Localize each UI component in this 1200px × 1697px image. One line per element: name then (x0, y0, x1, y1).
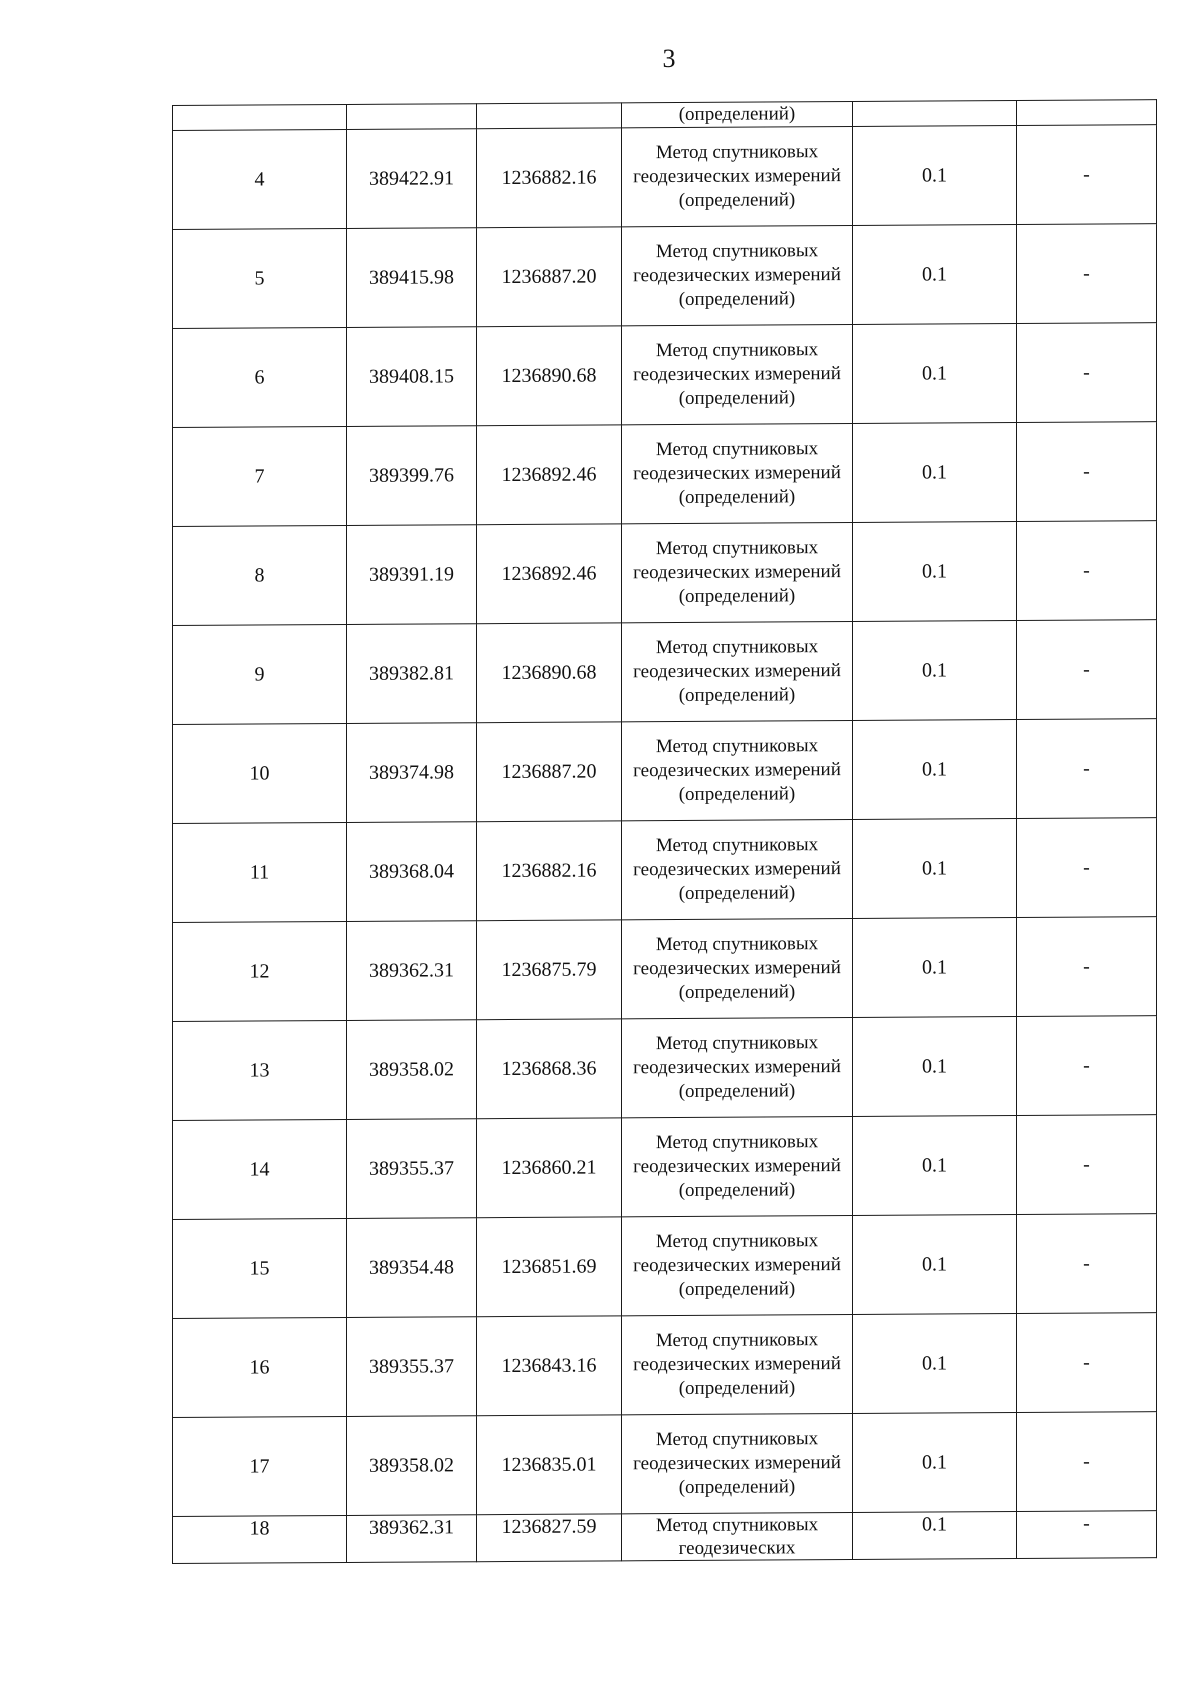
method-cell: Метод спутниковых геодезических измерений (определений) (622, 1413, 853, 1513)
method-cell: Метод спутниковых геодезических измерений (определений) (622, 1017, 853, 1117)
accuracy-cell: 0.1 (853, 620, 1017, 720)
y-coordinate-cell: 1236887.20 (477, 722, 622, 822)
accuracy-cell: 0.1 (853, 818, 1017, 918)
accuracy-cell: 0.1 (853, 1115, 1017, 1215)
y-coordinate-cell: 1236890.68 (477, 326, 622, 426)
note-cell: - (1017, 719, 1157, 819)
table-row (173, 1016, 1157, 1121)
note-cell: - (1017, 1313, 1157, 1413)
y-coordinate-cell: 1236868.36 (477, 1019, 622, 1119)
coordinates-table-wrapper (172, 99, 1156, 1564)
table-row (173, 1412, 1157, 1517)
accuracy-cell: 0.1 (853, 1412, 1017, 1512)
accuracy-cell: 0.1 (853, 521, 1017, 621)
note-cell: - (1017, 1115, 1157, 1215)
note-cell: - (1017, 521, 1157, 621)
table-row (173, 224, 1157, 329)
point-number-cell: 7 (173, 426, 347, 526)
accuracy-cell: 0.1 (853, 323, 1017, 423)
y-coordinate-cell: 1236835.01 (477, 1415, 622, 1515)
accuracy-cell: 0.1 (853, 224, 1017, 324)
point-number-cell (173, 104, 347, 130)
x-coordinate-cell (347, 104, 477, 130)
note-cell: - (1017, 818, 1157, 918)
note-cell: - (1017, 422, 1157, 522)
method-cell: Метод спутниковых геодезических измерений (определений) (622, 621, 853, 721)
table-row (173, 1214, 1157, 1319)
x-coordinate-cell: 389374.98 (347, 723, 477, 823)
accuracy-cell: 0.1 (853, 1214, 1017, 1314)
method-cell: Метод спутниковых геодезических измерений (определений) (622, 1314, 853, 1414)
y-coordinate-cell: 1236843.16 (477, 1316, 622, 1416)
note-cell: - (1017, 1214, 1157, 1314)
method-cell: Метод спутниковых геодезических измерений (определений) (622, 324, 853, 424)
table-row-last (173, 1511, 1157, 1564)
page-number: 3 (662, 44, 676, 73)
accuracy-cell: 0.1 (853, 1511, 1017, 1559)
x-coordinate-cell: 389355.37 (347, 1119, 477, 1219)
table-row (173, 818, 1157, 923)
note-cell: - (1017, 620, 1157, 720)
accuracy-cell: 0.1 (853, 125, 1017, 225)
note-cell: - (1017, 1511, 1157, 1559)
note-cell (1017, 100, 1157, 126)
x-coordinate-cell: 389382.81 (347, 624, 477, 724)
y-coordinate-cell: 1236892.46 (477, 425, 622, 525)
accuracy-cell: 0.1 (853, 917, 1017, 1017)
y-coordinate-cell: 1236882.16 (477, 128, 622, 228)
point-number-cell: 10 (173, 723, 347, 823)
x-coordinate-cell: 389415.98 (347, 228, 477, 328)
note-cell: - (1017, 1412, 1157, 1512)
x-coordinate-cell: 389368.04 (347, 822, 477, 922)
y-coordinate-cell: 1236890.68 (477, 623, 622, 723)
method-cell: Метод спутниковых геодезических измерений (определений) (622, 225, 853, 325)
table-row (173, 323, 1157, 428)
x-coordinate-cell: 389358.02 (347, 1020, 477, 1120)
method-cell: Метод спутниковых геодезических измерений (определений) (622, 423, 853, 523)
method-cell: Метод спутниковых геодезических измерений (определений) (622, 522, 853, 622)
table-row (173, 125, 1157, 230)
y-coordinate-cell: 1236892.46 (477, 524, 622, 624)
note-cell: - (1017, 323, 1157, 423)
x-coordinate-cell: 389355.37 (347, 1317, 477, 1417)
point-number-cell: 13 (173, 1020, 347, 1120)
method-cell: (определений) (622, 101, 853, 127)
point-number-cell: 16 (173, 1317, 347, 1417)
note-cell: - (1017, 224, 1157, 324)
table-row (173, 719, 1157, 824)
y-coordinate-cell: 1236851.69 (477, 1217, 622, 1317)
table-row (173, 422, 1157, 527)
point-number-cell: 9 (173, 624, 347, 724)
table-row (173, 1115, 1157, 1220)
y-coordinate-cell (477, 103, 622, 129)
y-coordinate-cell: 1236827.59 (477, 1514, 622, 1562)
table-row (173, 917, 1157, 1022)
method-cell: Метод спутниковых геодезических измерений (определений) (622, 1116, 853, 1216)
accuracy-cell: 0.1 (853, 422, 1017, 522)
x-coordinate-cell: 389422.91 (347, 129, 477, 229)
y-coordinate-cell: 1236860.21 (477, 1118, 622, 1218)
point-number-cell: 4 (173, 129, 347, 229)
y-coordinate-cell: 1236887.20 (477, 227, 622, 327)
point-number-cell: 11 (173, 822, 347, 922)
point-number-cell: 15 (173, 1218, 347, 1318)
point-number-cell: 8 (173, 525, 347, 625)
x-coordinate-cell: 389399.76 (347, 426, 477, 526)
accuracy-cell (853, 100, 1017, 126)
accuracy-cell: 0.1 (853, 1016, 1017, 1116)
accuracy-cell: 0.1 (853, 1313, 1017, 1413)
note-cell: - (1017, 1016, 1157, 1116)
accuracy-cell: 0.1 (853, 719, 1017, 819)
y-coordinate-cell: 1236882.16 (477, 821, 622, 921)
table-row (173, 521, 1157, 626)
x-coordinate-cell: 389408.15 (347, 327, 477, 427)
x-coordinate-cell: 389362.31 (347, 1515, 477, 1563)
x-coordinate-cell: 389362.31 (347, 921, 477, 1021)
method-cell: Метод спутниковых геодезических (622, 1512, 853, 1560)
point-number-cell: 17 (173, 1416, 347, 1516)
table-row (173, 620, 1157, 725)
point-number-cell: 6 (173, 327, 347, 427)
point-number-cell: 14 (173, 1119, 347, 1219)
method-cell: Метод спутниковых геодезических измерений (определений) (622, 126, 853, 226)
method-cell: Метод спутниковых геодезических измерений (определений) (622, 1215, 853, 1315)
coordinates-table-body (173, 100, 1157, 1564)
x-coordinate-cell: 389358.02 (347, 1416, 477, 1516)
table-row (173, 1313, 1157, 1418)
note-cell: - (1017, 917, 1157, 1017)
x-coordinate-cell: 389391.19 (347, 525, 477, 625)
coordinates-table (172, 99, 1157, 1564)
x-coordinate-cell: 389354.48 (347, 1218, 477, 1318)
y-coordinate-cell: 1236875.79 (477, 920, 622, 1020)
point-number-cell: 5 (173, 228, 347, 328)
method-cell: Метод спутниковых геодезических измерений (определений) (622, 720, 853, 820)
note-cell: - (1017, 125, 1157, 225)
method-cell: Метод спутниковых геодезических измерений (определений) (622, 918, 853, 1018)
point-number-cell: 18 (173, 1515, 347, 1563)
point-number-cell: 12 (173, 921, 347, 1021)
method-cell: Метод спутниковых геодезических измерений (определений) (622, 819, 853, 919)
